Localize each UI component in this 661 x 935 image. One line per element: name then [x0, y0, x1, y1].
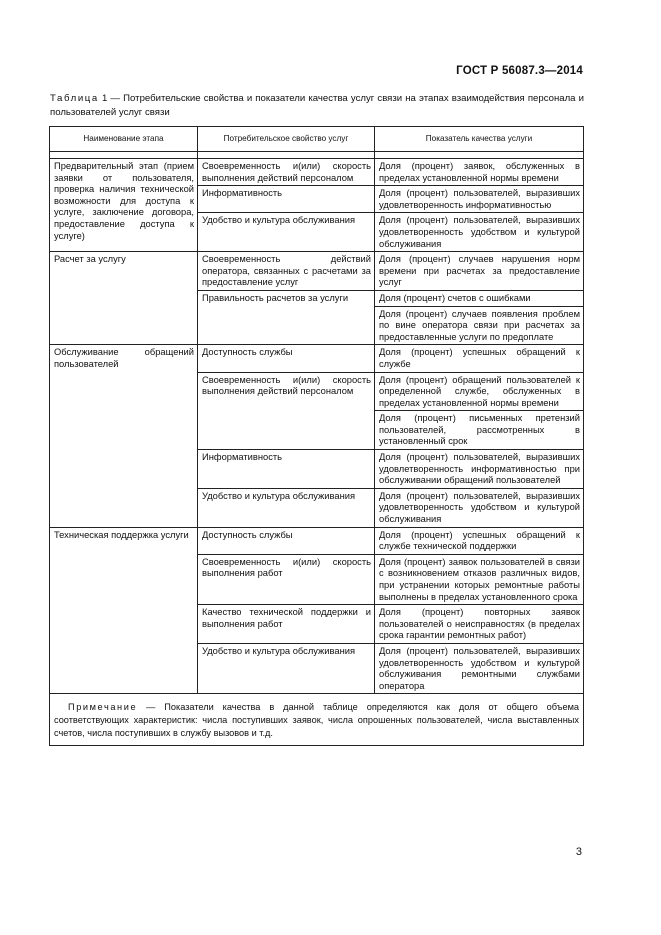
indicator-cell: Доля (процент) обращений пользователей к определенной службе, обслуженных в пределах установленной нормы времени: [375, 372, 584, 411]
property-cell: Доступность службы: [198, 527, 375, 554]
property-cell: Информативность: [198, 450, 375, 489]
property-cell: Удобство и культура обслуживания: [198, 488, 375, 527]
header-gap-row: [50, 152, 584, 159]
property-cell: Правильность расчетов за услуги: [198, 290, 375, 344]
indicator-cell: Доля (процент) пользователей, выразивших удовлетворенность информативностью: [375, 186, 584, 213]
indicator-cell: Доля (процент) случаев нарушения норм времени при расчетах за предоставление услуг: [375, 252, 584, 291]
quality-table: [49, 126, 584, 746]
indicator-cell: Доля (процент) пользователей, выразивших удовлетворенность удобством и культурой обслуживания: [375, 488, 584, 527]
stage-cell: Техническая поддержка услуги: [50, 527, 198, 694]
indicator-cell: Доля (процент) успешных обращений к службе: [375, 345, 584, 372]
indicator-cell: Доля (процент) повторных заявок пользователей о неисправностях (в пределах срока гарантии ремонтных работ): [375, 605, 584, 644]
property-cell: Своевременность действий оператора, связанных с расчетами за предоставление услуг: [198, 252, 375, 291]
stage-cell: Обслуживание обращений пользователей: [50, 345, 198, 527]
table-header-row: [50, 127, 584, 152]
stage-cell: Предварительный этап (прием заявки от пользователя, проверка наличия технической возможности для доступа к услуге, заключение договора, предоставление доступа к услуге): [50, 159, 198, 252]
caption-text: 1 — Потребительские свойства и показатели качества услуг связи на этапах взаимодействия персонала и пользователей услуг связи: [50, 93, 585, 118]
document-code: ГОСТ Р 56087.3—2014: [456, 65, 583, 77]
indicator-cell: Доля (процент) счетов с ошибками: [375, 290, 584, 306]
indicator-cell: Доля (процент) письменных претензий пользователей, рассмотренных в установленный срок: [375, 411, 584, 450]
table-row: [50, 345, 584, 372]
property-cell: Удобство и культура обслуживания: [198, 643, 375, 693]
property-cell: Своевременность и(или) скорость выполнения действий персоналом: [198, 159, 375, 186]
stage-cell: Расчет за услугу: [50, 252, 198, 345]
table-row: [50, 527, 584, 554]
note-label: Примечание: [68, 702, 138, 713]
property-cell: Удобство и культура обслуживания: [198, 213, 375, 252]
column-header: Потребительское свойство услуг: [198, 127, 375, 152]
indicator-cell: Доля (процент) пользователей, выразивших удовлетворенность удобством и культурой обслуживания: [375, 213, 584, 252]
property-cell: Доступность службы: [198, 345, 375, 372]
indicator-cell: Доля (процент) заявок, обслуженных в пределах установленной нормы времени: [375, 159, 584, 186]
indicator-cell: Доля (процент) пользователей, выразивших удовлетворенность удобством и культурой обслуживания ремонтными службами оператора: [375, 643, 584, 693]
table-caption: [50, 92, 584, 120]
page-number: 3: [575, 846, 582, 858]
column-header: Показатель качества услуги: [375, 127, 584, 152]
table-row: [50, 159, 584, 186]
table-row: [50, 252, 584, 291]
note-row: [50, 694, 584, 746]
table-note: [50, 694, 584, 746]
property-cell: Качество технической поддержки и выполнения работ: [198, 605, 375, 644]
property-cell: Своевременность и(или) скорость выполнения действий персоналом: [198, 372, 375, 450]
caption-label: Таблица: [50, 93, 99, 104]
indicator-cell: Доля (процент) успешных обращений к службе технической поддержки: [375, 527, 584, 554]
property-cell: Своевременность и(или) скорость выполнения работ: [198, 554, 375, 604]
property-cell: Информативность: [198, 186, 375, 213]
indicator-cell: Доля (процент) случаев появления проблем по вине оператора связи при расчетах за предоставленные услуги по предоплате: [375, 306, 584, 345]
column-header: Наименование этапа: [50, 127, 198, 152]
indicator-cell: Доля (процент) заявок пользователей в связи с возникновением отказов различных видов, при устранении которых ремонтные работы выполнены в пределах установленного срока: [375, 554, 584, 604]
indicator-cell: Доля (процент) пользователей, выразивших удовлетворенность информативностью при обслуживании обращений пользователей: [375, 450, 584, 489]
note-text: — Показатели качества в данной таблице определяются как доля от общего объема соответствующих характеристик: числа поступивших заявок, числа опрошенных пользователей, числа выставленных счетов, числа поступивших в службу вызовов и т.д.: [54, 702, 579, 738]
